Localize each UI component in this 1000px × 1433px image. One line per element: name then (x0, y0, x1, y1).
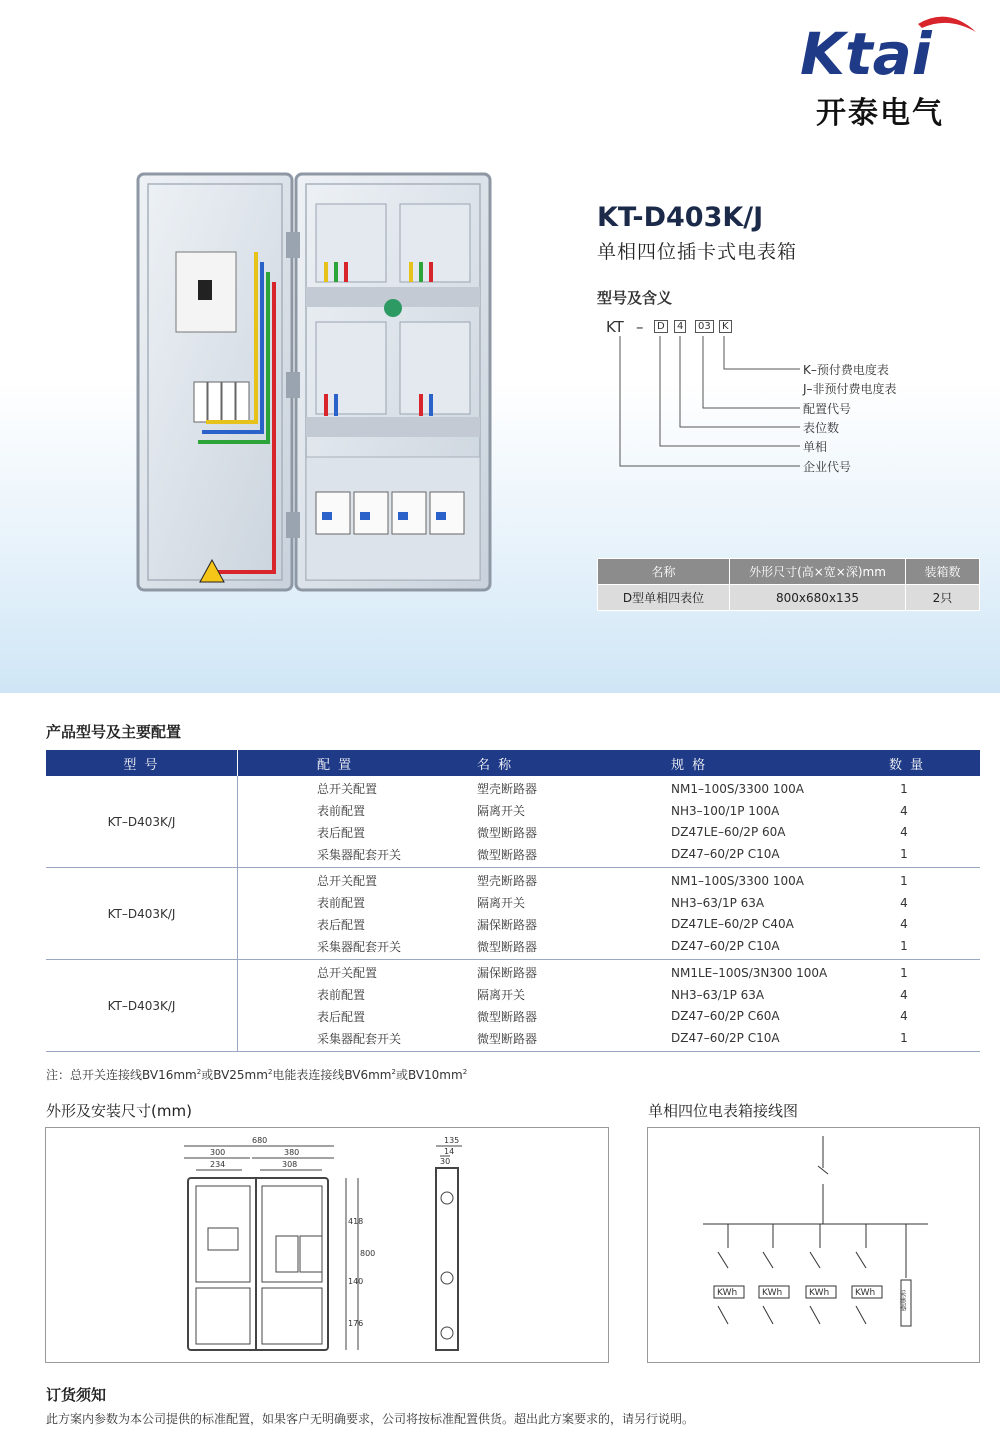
config-group (46, 960, 980, 1052)
dim-176: 176 (348, 1319, 364, 1328)
config-header-config: 配 置 (317, 757, 354, 773)
code-part-d: D (654, 320, 668, 333)
company-name: 开泰电气 (816, 96, 944, 131)
ktai-logo-mark (798, 12, 978, 82)
desc-meter-count: 表位数 (803, 421, 840, 435)
code-part-kt: KT (606, 318, 624, 336)
dim-234: 234 (210, 1160, 226, 1169)
config-model-cell: KT–D403K/J (46, 868, 238, 959)
wiring-note: 注：总开关连接线$BV16mm^2$或$BV25mm^2$电能表连接线$BV6mm^2$或$BV10mm^2$ (46, 1068, 468, 1082)
spec-header-qty: 装箱数 (906, 559, 980, 585)
config-row: 采集器配套开关 微型断路器 DZ47–60/2P C10A 1 (317, 939, 908, 954)
dim-140: 140 (348, 1277, 364, 1286)
meter-kwh-2: KWh (762, 1288, 783, 1298)
config-header-row (46, 750, 980, 776)
config-row: 表后配置 微型断路器 DZ47–60/2P C60A 4 (317, 1009, 908, 1024)
config-section-title: 产品型号及主要配置 (46, 723, 182, 741)
config-row: 总开关配置 塑壳断路器 NM1–100S/3300 100A 1 (317, 781, 908, 797)
meter-box-photo (136, 172, 492, 592)
spec-cell-name: D型单相四表位 (598, 585, 730, 611)
dim-135: 135 (444, 1136, 460, 1145)
brand-logo (798, 12, 978, 131)
desc-company-code: 企业代号 (803, 460, 852, 474)
config-model-cell: KT–D403K/J (46, 960, 238, 1051)
wiring-diagram (648, 1128, 979, 1362)
config-group (46, 868, 980, 960)
config-table (46, 750, 980, 1052)
spec-cell-qty: 2只 (906, 585, 980, 611)
order-title: 订货须知 (46, 1386, 107, 1404)
dim-380: 380 (284, 1148, 300, 1157)
dim-300: 300 (210, 1148, 226, 1157)
config-header-name: 名 称 (477, 757, 514, 773)
svg-text:Ktai: Ktai (800, 20, 932, 82)
spec-header-name: 名称 (598, 559, 730, 585)
config-header-qty: 数 量 (889, 757, 926, 773)
config-row: 总开关配置 漏保断路器 NM1LE–100S/3N300 100A 1 (317, 965, 908, 981)
config-row: 采集器配套开关 微型断路器 DZ47–60/2P C10A 1 (317, 847, 908, 862)
dim-418: 418 (348, 1217, 364, 1226)
meter-kwh-3: KWh (809, 1288, 830, 1298)
config-row: 表后配置 微型断路器 DZ47LE–60/2P 60A 4 (317, 825, 908, 840)
model-code-diagram (600, 314, 940, 484)
model-meaning-heading: 型号及含义 (597, 289, 673, 307)
dimensions-drawing-frame (45, 1127, 609, 1363)
code-leader-lines (600, 314, 940, 484)
dim-14: 14 (444, 1147, 455, 1156)
wiring-title: 单相四位电表箱接线图 (648, 1102, 799, 1120)
config-header-spec: 规 格 (671, 757, 708, 773)
dim-800: 800 (360, 1249, 376, 1258)
config-row: 表前配置 隔离开关 NH3–100/1P 100A 4 (317, 803, 908, 819)
config-header-model: 型 号 (46, 750, 238, 776)
spec-cell-size: 800x680x135 (730, 585, 906, 611)
dimensions-title: 外形及安装尺寸(mm) (46, 1102, 192, 1120)
config-group (46, 776, 980, 868)
desc-single-phase: 单相 (803, 440, 828, 454)
code-part-k: K (719, 320, 732, 333)
config-row: 表前配置 隔离开关 NH3–63/1P 63A 4 (317, 895, 908, 911)
meter-kwh-4: KWh (855, 1288, 876, 1298)
desc-k-prepaid: K–预付费电度表 (803, 363, 889, 377)
code-part-dash: – (636, 318, 644, 336)
dim-308: 308 (282, 1160, 298, 1169)
config-row: 表后配置 漏保断路器 DZ47LE–60/2P C40A 4 (317, 917, 908, 932)
meter-kwh-1: KWh (717, 1288, 738, 1298)
dim-680: 680 (252, 1136, 268, 1145)
product-model-title: KT-D403K/J (597, 202, 764, 233)
desc-j-nonprepaid: J–非预付费电度表 (803, 382, 897, 396)
wiring-diagram-frame (647, 1127, 980, 1363)
dim-30: 30 (440, 1157, 451, 1166)
order-text: 此方案内参数为本公司提供的标准配置，如果客户无明确要求，公司将按标准配置供货。超出此方案要求的，请另行说明。 (46, 1412, 695, 1426)
product-subtitle: 单相四位插卡式电表箱 (597, 241, 798, 263)
spec-header-size: 外形尺寸(高×宽×深)mm (730, 559, 906, 585)
code-part-4: 4 (674, 320, 686, 333)
spec-table (597, 558, 980, 611)
config-row: 采集器配套开关 微型断路器 DZ47–60/2P C10A 1 (317, 1031, 908, 1046)
collector-label: 采集器 (899, 1290, 907, 1311)
config-row: 总开关配置 塑壳断路器 NM1–100S/3300 100A 1 (317, 873, 908, 889)
desc-config-code: 配置代号 (803, 402, 852, 416)
config-row: 表前配置 隔离开关 NH3–63/1P 63A 4 (317, 987, 908, 1003)
dimensions-drawing (46, 1128, 608, 1362)
config-model-cell: KT–D403K/J (46, 776, 238, 867)
code-part-03: 03 (695, 320, 714, 333)
